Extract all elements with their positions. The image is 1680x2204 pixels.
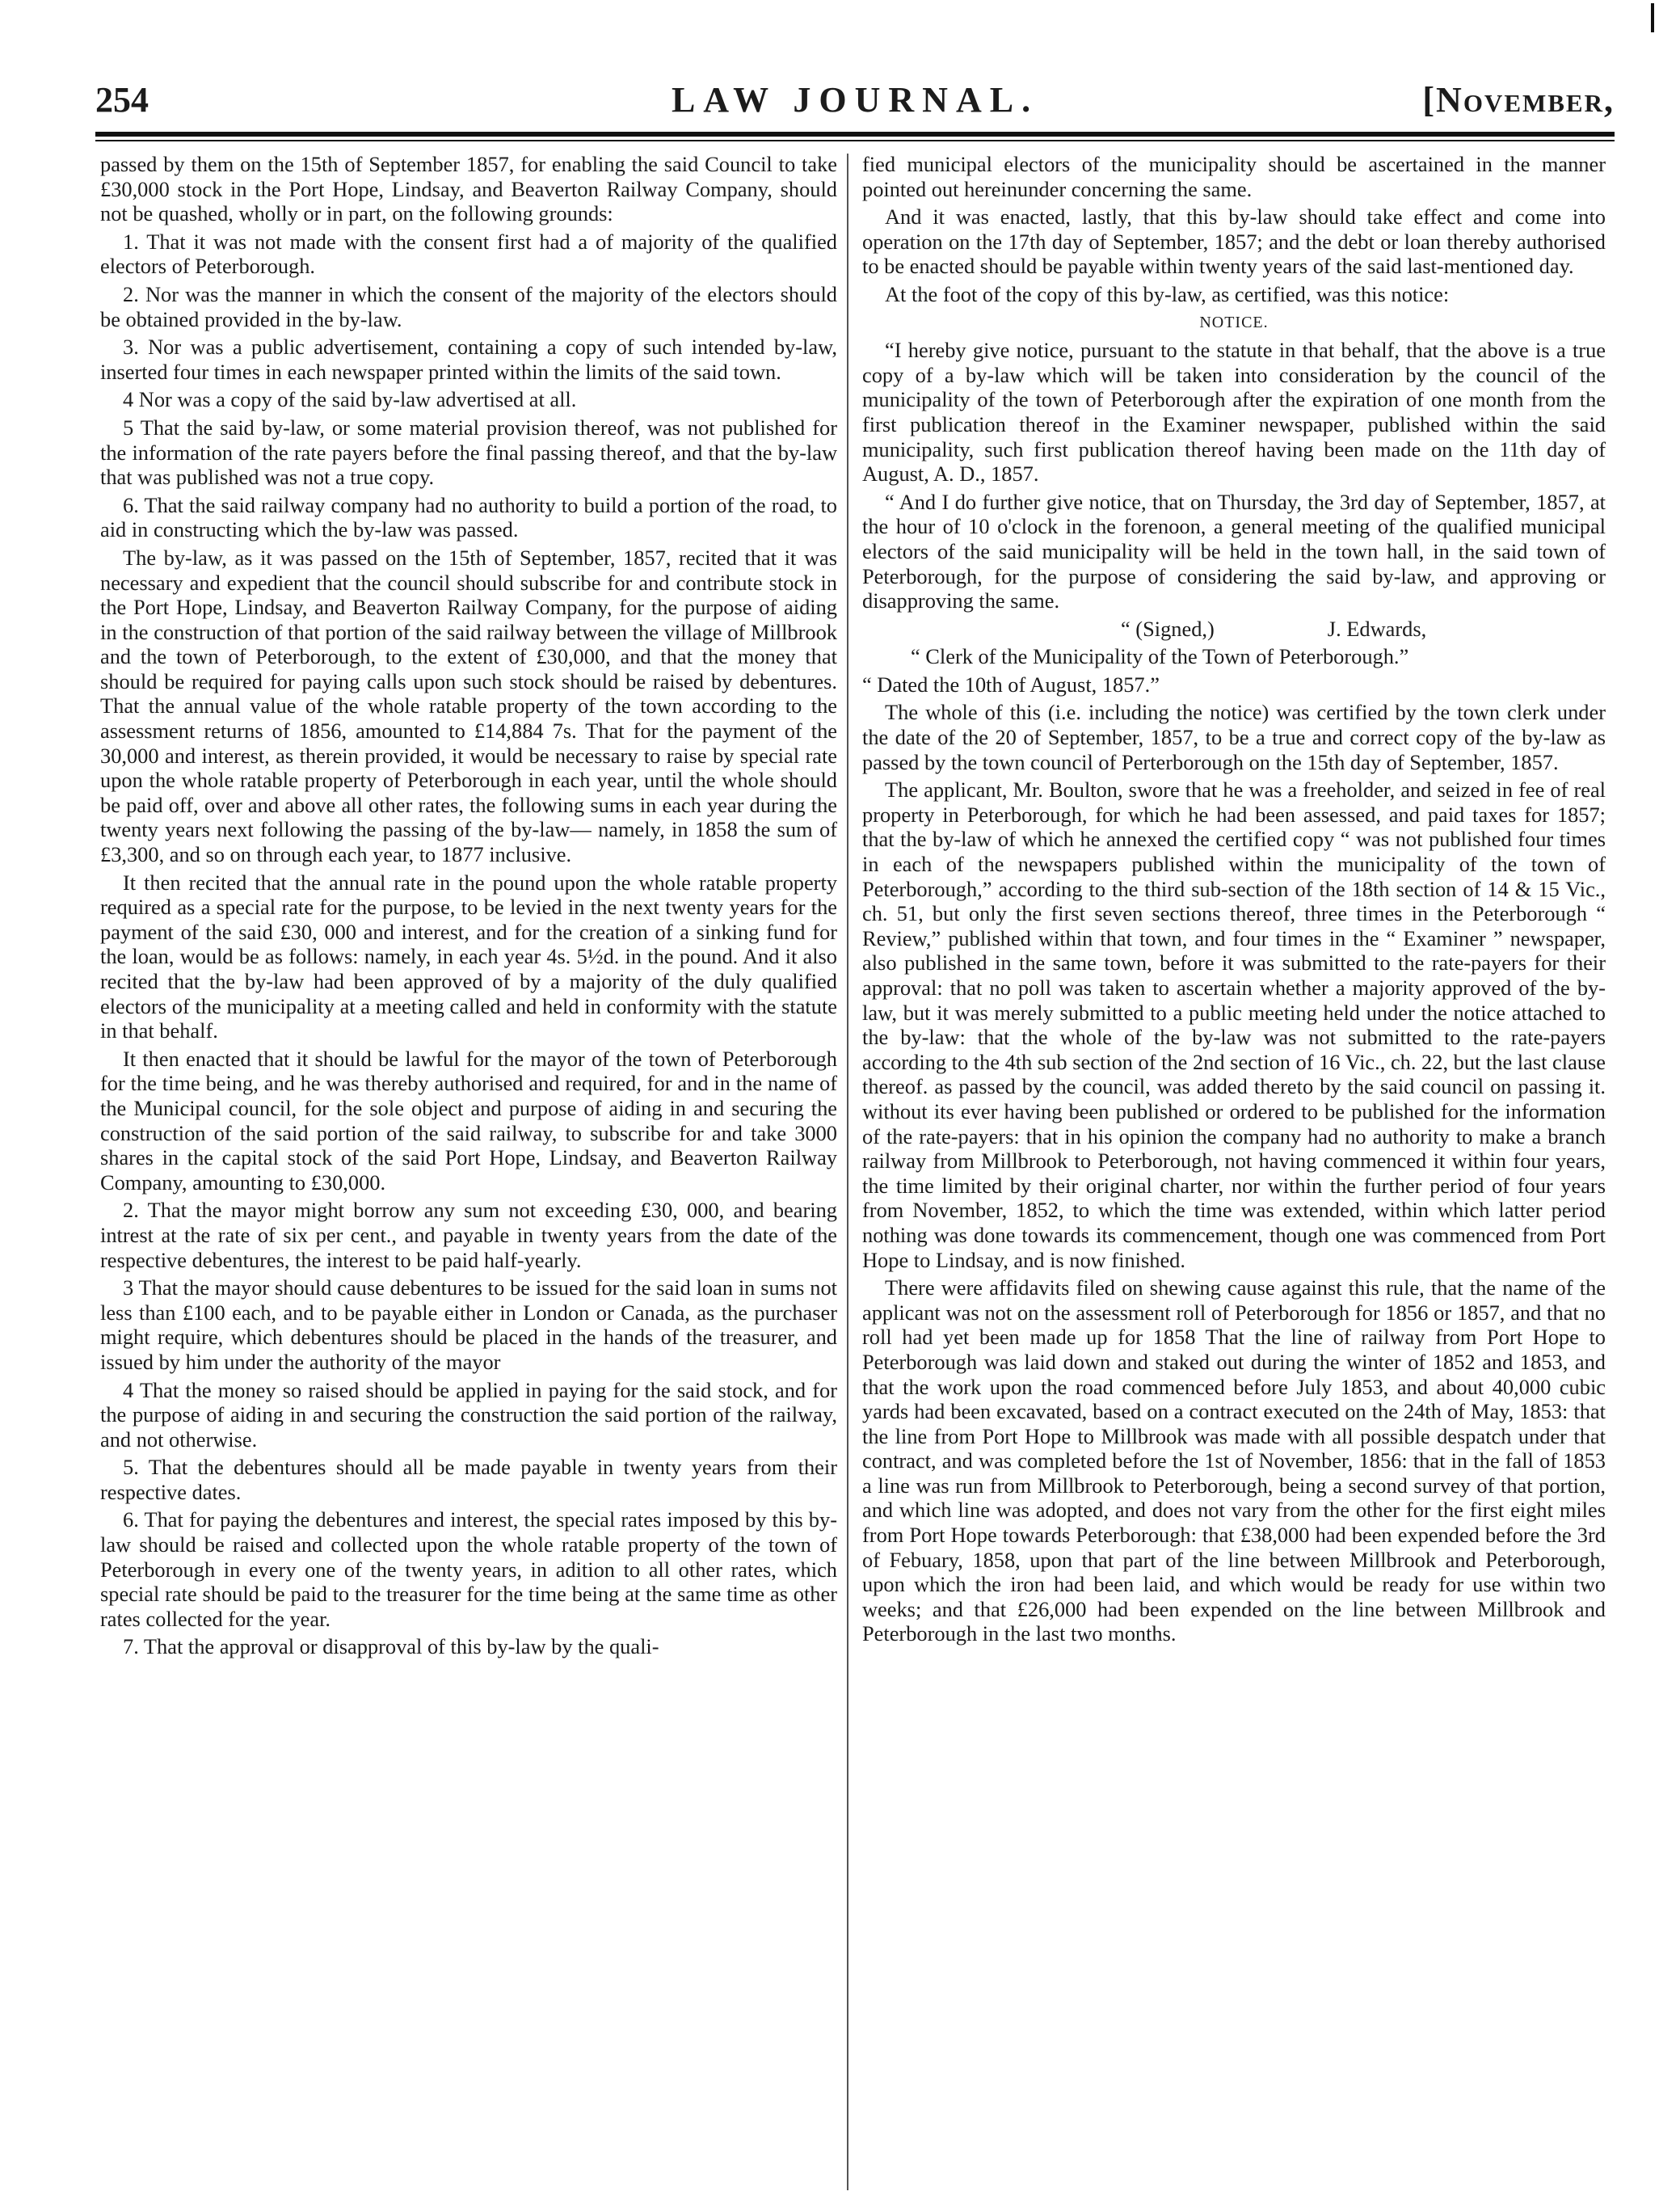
paragraph: passed by them on the 15th of September 1857, for enabling the said Council to take £30,000 stock in the Port Hope, Lindsay, and Beaverton Railway Company, should not be quashed, wholly or in part, on the following grounds: — [100, 152, 837, 226]
paragraph: fied municipal electors of the municipality should be ascertained in the manner pointed out hereinunder concerning the same. — [862, 152, 1606, 201]
paragraph: 4 That the money so raised should be applied in paying for the said stock, and for the purpose of aiding in and securing the construction the said portion of the railway, and not otherwise. — [100, 1377, 837, 1452]
paragraph: And it was enacted, lastly, that this by-law should take effect and come into operation on the 17th day of September, 1857; and the debt or loan thereby authorised to be enacted should be payable within twenty years of the said last-mentioned day. — [862, 204, 1606, 279]
paragraph: There were affidavits filed on shewing cause against this rule, that the name of the applicant was not on the assessment roll of Peterborough for 1856 or 1857, and that no roll had yet been made up for 1858 That the line of railway from Port Hope to Peterborough was laid down and staked out during the winter of 1852 and 1853, and that the work upon the road commenced before July 1853, and about 40,000 cubic yards had been excavated, based on a contract executed on the 24th of May, 1853: that the line from Port Hope to Millbrook was made with all possible despatch under that contract, and was completed before the 1st of November, 1856: that in the fall of 1853 a line was run from Millbrook to Peterborough, being a second survey of that portion, and which line was adopted, and does not vary from the other for the first eight miles from Port Hope towards Peterborough: that £38,000 had been expended before the 3rd of Febuary, 1858, upon that part of the line between Millbrook and Peterborough, upon which the iron had been laid, and which would be ready for use within two weeks; and that £26,000 had been expended on the line between Millbrook and Peterborough in the last two months. — [862, 1275, 1606, 1646]
paragraph: 6. That for paying the debentures and interest, the special rates imposed by this by-law should be raised and collected upon the whole ratable property of the town of Peterborough in every one of the twenty years, in adition to all other rates, which special rate should be paid to the treasurer for the time being at the same time as other rates collected for the year. — [100, 1507, 837, 1631]
paragraph: 7. That the approval or disapproval of this by-law by the quali- — [123, 1634, 659, 1659]
paragraph: At the foot of the copy of this by-law, as certified, was this notice: — [885, 281, 1450, 306]
issue-month: [November, — [1422, 80, 1615, 120]
column-divider — [847, 154, 848, 2190]
notice-heading: NOTICE. — [1199, 313, 1269, 331]
header-rule-thin — [95, 140, 1615, 141]
page-number: 254 — [95, 80, 149, 120]
page-header — [95, 79, 1615, 128]
paragraph: The whole of this (i.e. including the notice) was certified by the town clerk under the date of the 20 of September, 1857, to be a true and correct copy of the by-law as passed by the town council of Perterborough on the 15th day of September, 1857. — [862, 700, 1606, 774]
right-column — [862, 152, 1606, 1650]
signature-line — [862, 617, 1606, 642]
paragraph: 1. That it was not made with the consent first had a of majority of the qualified electors of Peterborough. — [100, 229, 837, 279]
paragraph: It then recited that the annual rate in the pound upon the whole ratable property required as a special rate for the purpose, to be levied in the next twenty years for the payment of the said £30, 000 and interest, and for the creation of a sinking fund for the loan, would be as follows: namely, in each year 4s. 5½d. in the pound. And it also recited that the by-law had been approved of by a majority of the duly qualified electors of the municipality at a meeting called and held in conformity with the statute in that behalf. — [100, 870, 837, 1043]
paragraph: The applicant, Mr. Boulton, swore that he was a freeholder, and seized in fee of real property in Peterborough, for which he had been assessed, and paid taxes for 1857; that the by-law of which he annexed the certified copy “ was not published four times in each of the newspapers published within the municipality of the town of Peterborough,” according to the third sub-section of the 18th section of 14 & 15 Vic., ch. 51, but only the first seven sections thereof, three times in the Peterborough “ Review,” published within that town, and four times in the “ Examiner ” newspaper, also published in the same town, before it was submitted to the rate-payers for their approval: that no poll was taken to ascertain whether a majority approved of the by-law, but it was merely submitted to a public meeting held under the notice attached to the by-law: that the whole of the by-law was not submitted to the rate-payers according to the 4th sub section of the 2nd section of 16 Vic., ch. 22, but the last clause thereof. as passed by the council, was added thereto by the said council on passing it. without its ever having been published or ordered to be published for the information of the rate-payers: that in his opinion the company had no authority to make a branch railway from Millbrook to Peterborough, not having commenced it within four years, the time limited by their original charter, nor within the further period of four years from November, 1852, to which the time was extended, within which latter period nothing was done towards its commencement, though one was commenced from Port Hope to Lindsay, and is now finished. — [862, 778, 1606, 1272]
left-column — [100, 152, 837, 1662]
paragraph: “ And I do further give notice, that on Thursday, the 3rd day of September, 1857, at the hour of 10 o'clock in the forenoon, a general meeting of the qualified municipal electors of the said municipality will be held in the town hall, in the said town of Peterborough, for the purpose of considering the said by-law, and approving or disapproving the same. — [862, 489, 1606, 613]
paragraph: 3. Nor was a public advertisement, containing a copy of such intended by-law, inserted four times in each newspaper printed within the limits of the said town. — [100, 335, 837, 384]
signatory-name: J. Edwards, — [1327, 616, 1427, 641]
paragraph: “I hereby give notice, pursuant to the statute in that behalf, that the above is a true copy of a by-law which will be taken into consideration by the council of the municipality of the town of Peterborough after the expiration of one month from the first publication thereof in the Examiner newspaper, published within the said municipality, such first publication thereof having been made on the 11th day of August, A. D., 1857. — [862, 338, 1606, 487]
paragraph: “ Dated the 10th of August, 1857.” — [862, 672, 1160, 697]
header-rule — [95, 132, 1615, 137]
paragraph: 5 That the said by-law, or some material provision thereof, was not published for the information of the rate payers before the final passing thereof, and that the by-law that was published was not a true copy. — [100, 415, 837, 490]
paragraph: It then enacted that it should be lawful for the mayor of the town of Peterborough for the time being, and he was thereby authorised and required, for and in the name of the Municipal council, for the sole object and purpose of aiding in and securing the construction of the said portion of the said railway, to subscribe for and take 3000 shares in the capital stock of the said Port Hope, Lindsay, and Beaverton Railway Company, amounting to £30,000. — [100, 1046, 837, 1195]
paragraph: 3 That the mayor should cause debentures to be issued for the said loan in sums not less than £100 each, and to be payable either in London or Canada, as the purchaser might require, which debentures should be placed in the hands of the treasurer, and issued by him under the authority of the mayor — [100, 1275, 837, 1374]
margin-mark — [1651, 3, 1654, 32]
paragraph: 4 Nor was a copy of the said by-law advertised at all. — [123, 387, 577, 412]
paragraph: 5. That the debentures should all be made payable in twenty years from their respective dates. — [100, 1455, 837, 1504]
signed-label: “ (Signed,) — [1121, 616, 1215, 641]
journal-title: LAW JOURNAL. — [671, 80, 1039, 120]
paragraph: 2. Nor was the manner in which the consent of the majority of the electors should be obtained provided in the by-law. — [100, 281, 837, 331]
paragraph: “ Clerk of the Municipality of the Town of Peterborough.” — [911, 644, 1409, 669]
paragraph: 2. That the mayor might borrow any sum not exceeding £30, 000, and bearing intrest at the rate of six per cent., and payable in twenty years from the date of the respective debentures, the interest to be paid half-yearly. — [100, 1198, 837, 1272]
paragraph: 6. That the said railway company had no authority to build a portion of the road, to aid in constructing which the by-law was passed. — [100, 492, 837, 542]
paragraph: The by-law, as it was passed on the 15th of September, 1857, recited that it was necessary and expedient that the council should subscribe for and contribute stock in the Port Hope, Lindsay, and Beaverton Railway Company, for the purpose of aiding in the construction of that portion of the said railway between the village of Millbrook and the town of Peterborough, to the extent of £30,000, and that the money that should be required for paying calls upon such stock should be raised by debentures. That the annual value of the whole ratable property of the town according to the assessment returns of 1856, amounted to £14,884 7s. That for the payment of the 30,000 and interest, as therein provided, it would be necessary to raise by special rate upon the whole ratable property of Peterborough in each year, until the whole should be paid off, over and above all other rates, the following sums in each year during the twenty years next following the passing of the by-law— namely, in 1858 the sum of £3,300, and so on through each year, to 1877 inclusive. — [100, 545, 837, 867]
